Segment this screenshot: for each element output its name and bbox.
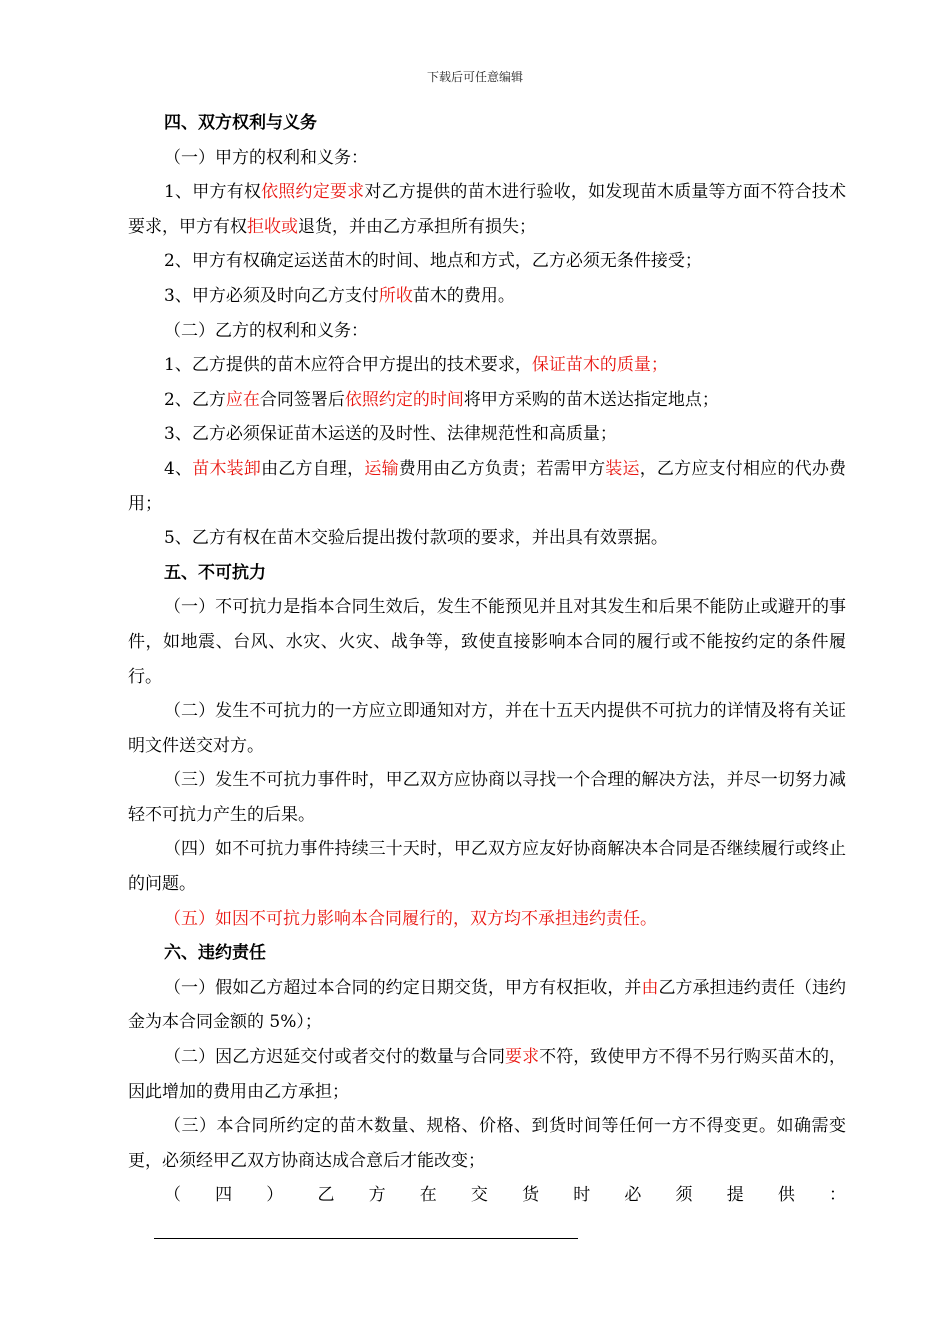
text-run: （二）因乙方迟延交付或者交付的数量与合同 (164, 1047, 506, 1068)
paragraph (128, 452, 846, 521)
text-run: （二）乙方的权利和义务： (164, 320, 368, 341)
paragraph (128, 1040, 846, 1109)
text-run: （一）甲方的权利和义务： (164, 147, 368, 168)
highlighted-text: 苗木装卸 (192, 458, 262, 479)
text-run: 六、违约责任 (164, 943, 266, 964)
text-run: 将甲方采购的苗木送达指定地点； (463, 389, 719, 410)
paragraph (128, 521, 846, 556)
highlighted-text: 依照约定要求 (261, 182, 365, 203)
text-run: 1、乙方提供的苗木应符合甲方提出的技术要求， (164, 355, 532, 376)
paragraph (128, 175, 846, 244)
text-run: 由乙方自理， (261, 458, 365, 479)
text-run: 费用由乙方负责；若需甲方 (398, 458, 606, 479)
highlighted-text: 要求 (505, 1047, 540, 1068)
text-run: 合同签署后 (259, 389, 345, 410)
text-run: 五、不可抗力 (164, 562, 266, 583)
paragraph (128, 590, 846, 694)
fill-in-blank-line (154, 1220, 578, 1239)
highlighted-text: 保证苗木的质量； (531, 355, 668, 376)
paragraph (128, 902, 846, 937)
paragraph (128, 1178, 846, 1247)
text-run: 4、 (164, 458, 193, 479)
text-run: （一）假如乙方超过本合同的约定日期交货，甲方有权拒收，并 (164, 977, 642, 998)
text-run: 2、乙方 (164, 389, 226, 410)
paragraph (128, 763, 846, 832)
document-body (128, 106, 846, 1248)
highlighted-text: 运输 (364, 458, 399, 479)
text-run: （二）发生不可抗力的一方应立即通知对方，并在十五天内提供不可抗力的详情及将有关证明文件送交对方。 (128, 701, 846, 756)
text-run: ，乙方应支付相应的代办费用； (128, 458, 847, 514)
paragraph (128, 971, 846, 1040)
section-heading (128, 106, 846, 141)
text-run: （三）本合同所约定的苗木数量、规格、价格、到货时间等任何一方不得变更。如确需变更，必须经甲乙双方协商达成合意后才能改变； (128, 1116, 846, 1171)
text-run: 3、甲方必须及时向乙方支付 (164, 285, 379, 306)
paragraph (128, 832, 846, 901)
text-run: 乙方承担违约责任（违约金为本合同金额的 5%）； (128, 977, 847, 1033)
section-heading (128, 556, 846, 591)
text-run: 苗木的费用。 (412, 285, 515, 306)
text-run: 四、双方权利与义务 (164, 113, 317, 133)
paragraph (128, 314, 846, 349)
paragraph (128, 417, 846, 452)
highlighted-text: 所收 (378, 285, 413, 306)
text-run: （一）不可抗力是指本合同生效后，发生不能预见并且对其发生和后果不能防止或避开的事件，如地震、台风、水灾、火灾、战争等，致使直接影响本合同的履行或不能按约定的条件履行。 (128, 597, 846, 687)
highlighted-text: （五）如因不可抗力影响本合同履行的，双方均不承担违约责任。 (164, 908, 657, 929)
highlighted-text: 依照约定的时间 (344, 389, 464, 410)
text-run: 1、甲方有权 (164, 182, 262, 203)
text-run: 退货，并由乙方承担所有损失； (298, 216, 536, 237)
paragraph (128, 383, 846, 418)
highlighted-text: 拒收或 (247, 216, 298, 237)
paragraph (128, 694, 846, 763)
text-run: 对乙方提供的苗木进行验收，如发现苗木质量等方面不符合技术要求，甲方有权 (128, 182, 846, 237)
text-run: （四）如不可抗力事件持续三十天时，甲乙双方应友好协商解决本合同是否继续履行或终止的问题。 (128, 839, 846, 895)
text-run: 不符，致使甲方不得不另行购买苗木的，因此增加的费用由乙方承担； (128, 1047, 847, 1102)
paragraph (128, 1109, 846, 1178)
highlighted-text: 装运 (605, 458, 640, 479)
highlighted-text: 应在 (225, 389, 260, 410)
text-run: （四）乙方在交货时必须提供： (164, 1185, 846, 1206)
text-run: 5、乙方有权在苗木交验后提出拨付款项的要求，并出具有效票据。 (164, 528, 668, 549)
paragraph (128, 244, 846, 279)
highlighted-text: 由 (641, 977, 659, 998)
section-heading (128, 936, 846, 971)
text-run: （三）发生不可抗力事件时，甲乙双方应协商以寻找一个合理的解决方法，并尽一切努力减轻不可抗力产生的后果。 (128, 770, 846, 825)
page-header: 下载后可任意编辑 (426, 70, 523, 84)
paragraph (128, 348, 846, 383)
paragraph (128, 141, 846, 176)
text-run: 3、乙方必须保证苗木运送的及时性、法律规范性和高质量； (164, 424, 617, 445)
text-run: 2、甲方有权确定运送苗木的时间、地点和方式，乙方必须无条件接受； (164, 251, 702, 272)
paragraph (128, 279, 846, 314)
